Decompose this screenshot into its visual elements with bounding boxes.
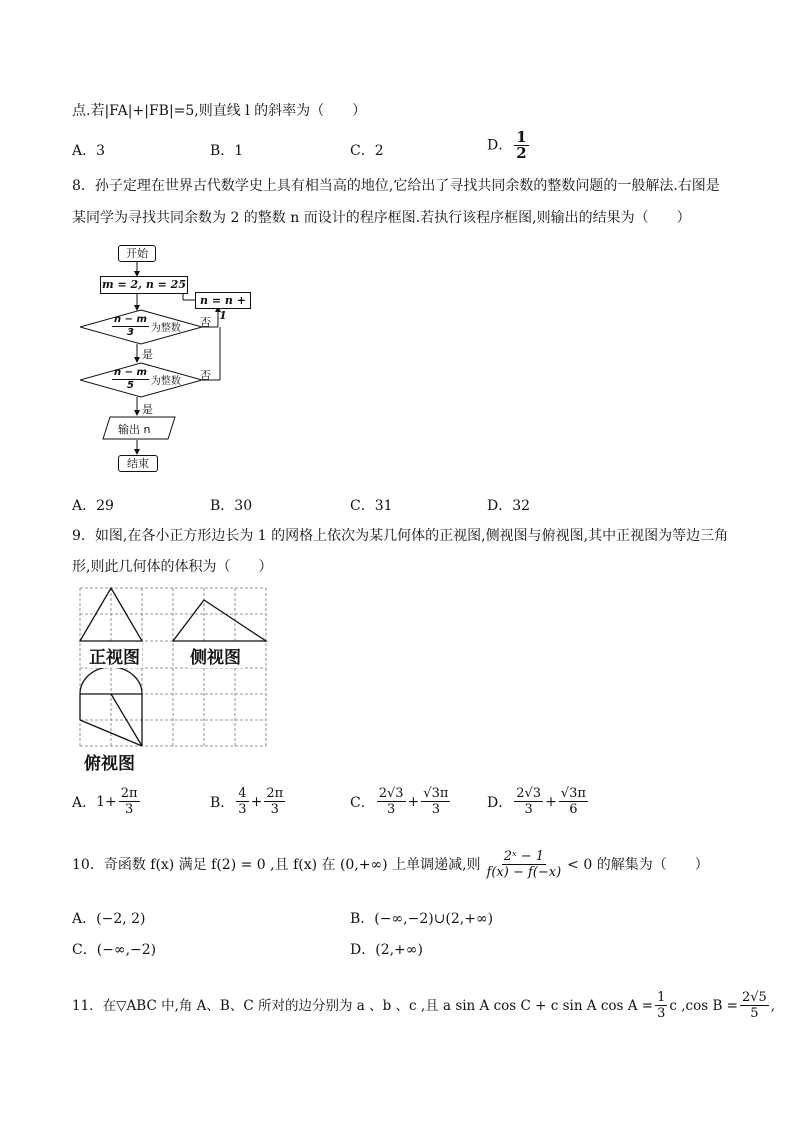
option-letter: C． — [350, 498, 375, 514]
cond1-num: n − m — [114, 314, 147, 325]
q10-option-d[interactable] — [350, 939, 423, 959]
fraction-denominator: 6 — [569, 802, 578, 817]
q8-stem-line1: 8．孙子定理在世界古代数学史上具有相当高的地位,它给出了寻找共同余数的整数问题的一般解法.右图是 — [72, 178, 720, 194]
option-letter: B． — [210, 143, 235, 159]
side-view-triangle — [173, 600, 266, 641]
option-text: (−2, 2) — [96, 911, 146, 927]
flow-cond1 — [110, 314, 181, 339]
option-text: (2,+∞) — [375, 942, 423, 958]
option-letter: B． — [210, 498, 235, 514]
fraction-numerator: √3π — [560, 786, 586, 801]
cond2-num: n − m — [114, 367, 147, 378]
option-letter: C． — [72, 942, 97, 958]
fraction-denominator: 3 — [657, 1006, 666, 1021]
option-pre: 1+ — [96, 793, 117, 810]
q8-option-b[interactable] — [210, 495, 252, 515]
fraction-numerator: √3π — [423, 786, 449, 801]
flow-init: m = 2, n = 25 — [100, 276, 188, 294]
option-letter: A． — [72, 498, 97, 514]
q8-stem-line2: 某同学为寻找共同余数为 2 的整数 n 而设计的程序框图.若执行该程序框图,则输出的结果为（ ） — [72, 210, 691, 226]
flow-yes2: 是 — [142, 403, 153, 416]
fraction-numerator: 2ˣ − 1 — [503, 849, 545, 864]
q10-stem — [72, 849, 709, 880]
flow-update: n = n + 1 — [195, 292, 251, 309]
q10-fraction — [485, 849, 564, 880]
q9-option-d[interactable] — [487, 786, 590, 817]
fraction-denominator: 3 — [431, 802, 440, 817]
cond1-den: 3 — [126, 327, 134, 338]
fraction-numerator: 2π — [266, 786, 284, 801]
option-letter: B． — [350, 911, 375, 927]
operator: + — [407, 793, 420, 810]
q9-stem-line2: 形,则此几何体的体积为（ ） — [72, 559, 273, 575]
option-letter: C． — [350, 794, 375, 811]
cond1-tail: 为整数 — [150, 323, 181, 334]
fraction-numerator: 2π — [120, 786, 138, 801]
q8-option-d[interactable] — [487, 495, 530, 515]
flow-no2: 否 — [200, 369, 211, 382]
option-letter: A． — [72, 794, 97, 811]
fraction-denominator: 3 — [238, 802, 247, 817]
operator: + — [545, 793, 557, 810]
flowchart — [80, 240, 260, 480]
option-letter: D． — [487, 794, 513, 811]
top-view-label: 俯视图 — [84, 754, 135, 774]
cond2-tail: 为整数 — [150, 376, 181, 387]
q7-option-d[interactable] — [487, 130, 531, 161]
q9-option-b[interactable] — [210, 786, 287, 817]
fraction-numerator: 2√3 — [378, 786, 404, 801]
option-letter: A． — [72, 911, 97, 927]
q10-option-a[interactable] — [72, 908, 146, 928]
option-letter: C． — [350, 143, 375, 159]
option-text: 32 — [512, 498, 531, 514]
q11-stem — [72, 990, 775, 1021]
q10-option-b[interactable] — [350, 908, 493, 928]
operator: + — [250, 793, 263, 810]
q11-pre: 11．在▽ABC 中,角 A、B、C 所对的边分别为 a 、b 、c ,且 a sin A cos C + c sin A cos A = — [72, 997, 654, 1014]
option-text: 31 — [374, 498, 393, 514]
q10-option-c[interactable] — [72, 939, 156, 959]
option-letter: D． — [487, 498, 513, 514]
fraction-numerator: 1 — [516, 128, 527, 146]
q7-option-a[interactable] — [72, 140, 105, 160]
fraction-numerator: 2√3 — [516, 786, 542, 801]
q8-option-c[interactable] — [350, 495, 393, 515]
flow-yes1: 是 — [142, 348, 153, 361]
option-text: 30 — [234, 498, 253, 514]
q7-option-c[interactable] — [350, 140, 384, 160]
option-text: 3 — [96, 143, 106, 159]
fraction-denominator: 3 — [386, 802, 396, 817]
q10-post: < 0 的解集为（ ） — [567, 856, 709, 873]
flow-start: 开始 — [118, 245, 156, 262]
q9-option-c[interactable] — [350, 786, 452, 817]
option-text: (−∞,−2) — [96, 942, 157, 958]
front-view-label: 正视图 — [87, 643, 142, 668]
option-text: (−∞,−2)∪(2,+∞) — [374, 911, 494, 927]
fraction-denominator: 2 — [516, 144, 527, 162]
flow-end: 结束 — [118, 455, 158, 472]
option-letter: B． — [210, 794, 235, 811]
fraction-numerator: 2√5 — [741, 990, 767, 1005]
side-view-label: 侧视图 — [188, 643, 243, 668]
q7-stem: 点.若|FA|+|FB|=5,则直线 l 的斜率为（ ） — [72, 103, 367, 119]
option-letter: D． — [487, 137, 513, 154]
cond2-den: 5 — [126, 380, 134, 391]
three-view-figure — [78, 586, 268, 751]
flow-no1: 否 — [200, 316, 211, 329]
fraction-denominator: 3 — [524, 802, 533, 817]
fraction-denominator: f(x) − f(−x) — [486, 865, 562, 880]
option-letter: A． — [72, 143, 97, 159]
q11-post: , — [770, 997, 776, 1014]
q8-option-a[interactable] — [72, 495, 114, 515]
q11-mid: c ,cos B = — [669, 997, 738, 1014]
fraction-numerator: 1 — [657, 990, 666, 1005]
q9-stem-line1: 9．如图,在各小正方形边长为 1 的网格上依次为某几何体的正视图,侧视图与俯视图,其中正视图为等边三角 — [72, 528, 729, 544]
option-text: 2 — [374, 143, 384, 159]
fraction-denominator: 3 — [270, 802, 279, 817]
fraction-numerator: 4 — [238, 786, 247, 801]
option-text: 29 — [96, 498, 114, 514]
flow-output: 输出 n — [118, 423, 151, 436]
option-letter: D． — [350, 942, 376, 958]
q7-option-b[interactable] — [210, 140, 243, 160]
q10-pre: 10．奇函数 f(x) 满足 f(2) = 0 ,且 f(x) 在 (0,+∞) 上单调递减,则 — [72, 856, 481, 873]
flow-cond2 — [110, 367, 181, 392]
fraction-denominator: 3 — [125, 802, 134, 817]
fraction-denominator: 5 — [750, 1006, 759, 1021]
q9-option-a[interactable] — [72, 786, 142, 817]
option-text: 1 — [234, 143, 244, 159]
